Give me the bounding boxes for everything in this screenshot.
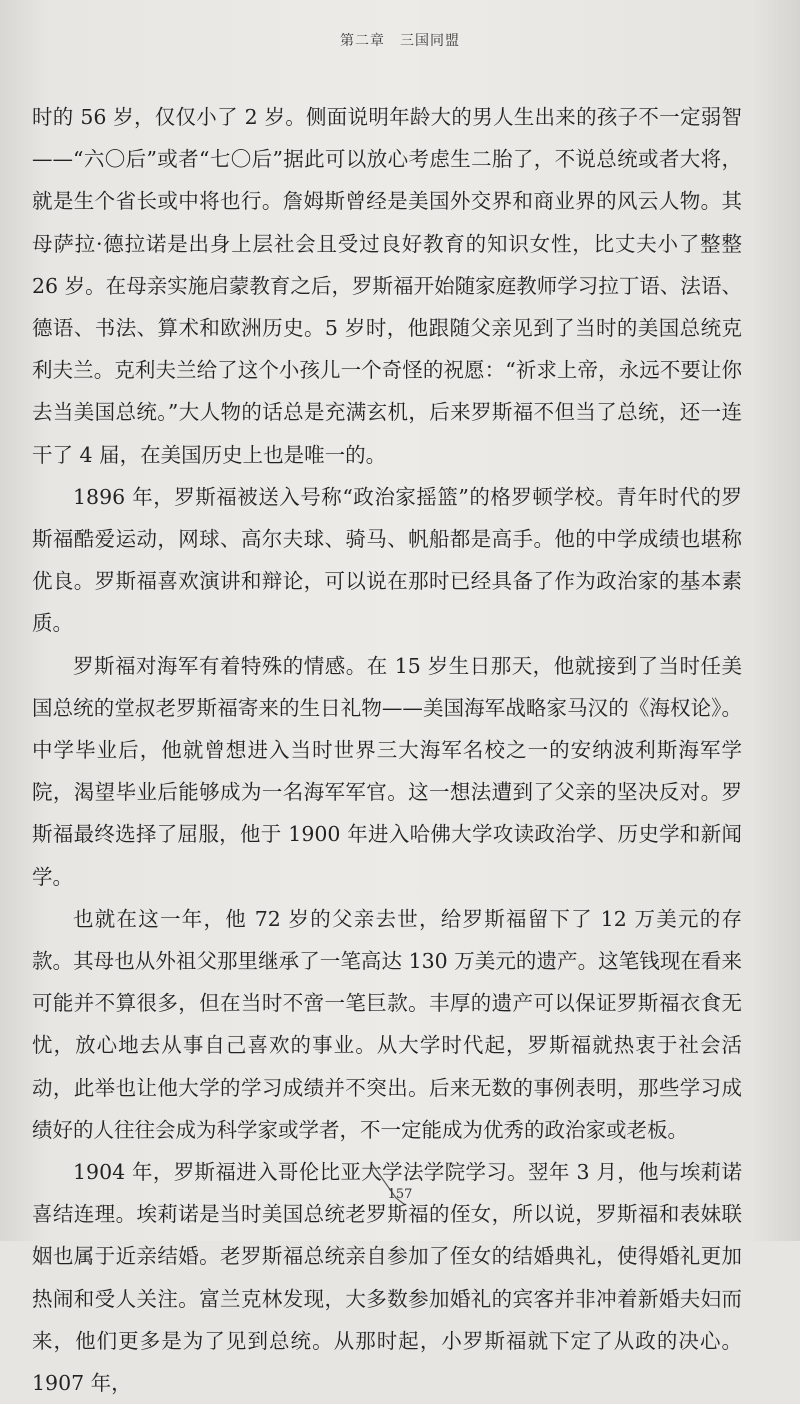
- page-number: 157: [387, 1187, 413, 1202]
- pencil-slash-mark: [368, 1160, 428, 1210]
- paragraph-4: 也就在这一年，他 72 岁的父亲去世，给罗斯福留下了 12 万美元的存款。其母也从外祖父那里继承了一笔高达 130 万美元的遗产。这笔钱现在看来可能并不算很多，但在当时不啻一笔巨款。丰厚的遗产可以保证罗斯福衣食无忧，放心地去从事自己喜欢的事业。从大学时代起，罗斯福就热衷于社会活动，此举也让他大学的学习成绩并不突出。后来无数的事例表明，那些学习成绩好的人往往会成为科学家或学者，不一定能成为优秀的政治家或老板。: [32, 906, 742, 1142]
- paragraph-2: 1896 年，罗斯福被送入号称“政治家摇篮”的格罗顿学校。青年时代的罗斯福酷爱运动，网球、高尔夫球、骑马、帆船都是高手。他的中学成绩也堪称优良。罗斯福喜欢演讲和辩论，可以说在那时已经具备了作为政治家的基本素质。: [32, 484, 742, 636]
- paragraph-1: 时的 56 岁，仅仅小了 2 岁。侧面说明年龄大的男人生出来的孩子不一定弱智——“六〇后”或者“七〇后”据此可以放心考虑生二胎了，不说总统或者大将，就是生个省长或中将也行。詹姆斯曾经是美国外交界和商业界的风云人物。其母萨拉·德拉诺是出身上层社会且受过良好教育的知识女性，比丈夫小了整整 26 岁。在母亲实施启蒙教育之后，罗斯福开始随家庭教师学习拉丁语、法语、德语、书法、算术和欧洲历史。5 岁时，他跟随父亲见到了当时的美国总统克利夫兰。克利夫兰给了这个小孩儿一个奇怪的祝愿：“祈求上帝，永远不要让你去当美国总统。”大人物的话总是充满玄机，后来罗斯福不但当了总统，还一连干了 4 届，在美国历史上也是唯一的。: [32, 105, 742, 467]
- running-head: 第二章 三国同盟: [340, 33, 460, 49]
- paragraph-3: 罗斯福对海军有着特殊的情感。在 15 岁生日那天，他就接到了当时任美国总统的堂叔老罗斯福寄来的生日礼物——美国海军战略家马汉的《海权论》。中学毕业后，他就曾想进入当时世界三大海军名校之一的安纳波利斯海军学院，渴望毕业后能够成为一名海军军官。这一想法遭到了父亲的坚决反对。罗斯福最终选择了屈服，他于 1900 年进入哈佛大学攻读政治学、历史学和新闻学。: [32, 653, 742, 889]
- paragraph-5: 1904 年，罗斯福进入哥伦比亚大学法学院学习。翌年 3 月，他与埃莉诺喜结连理。埃莉诺是当时美国总统老罗斯福的侄女，所以说，罗斯福和表妹联姻也属于近亲结婚。老罗斯福总统亲自参加了侄女的结婚典礼，使得婚礼更加热闹和受人关注。富兰克林发现，大多数参加婚礼的宾客并非冲着新婚夫妇而来，他们更多是为了见到总统。从那时起，小罗斯福就下定了从政的决心。1907 年，: [32, 1160, 742, 1396]
